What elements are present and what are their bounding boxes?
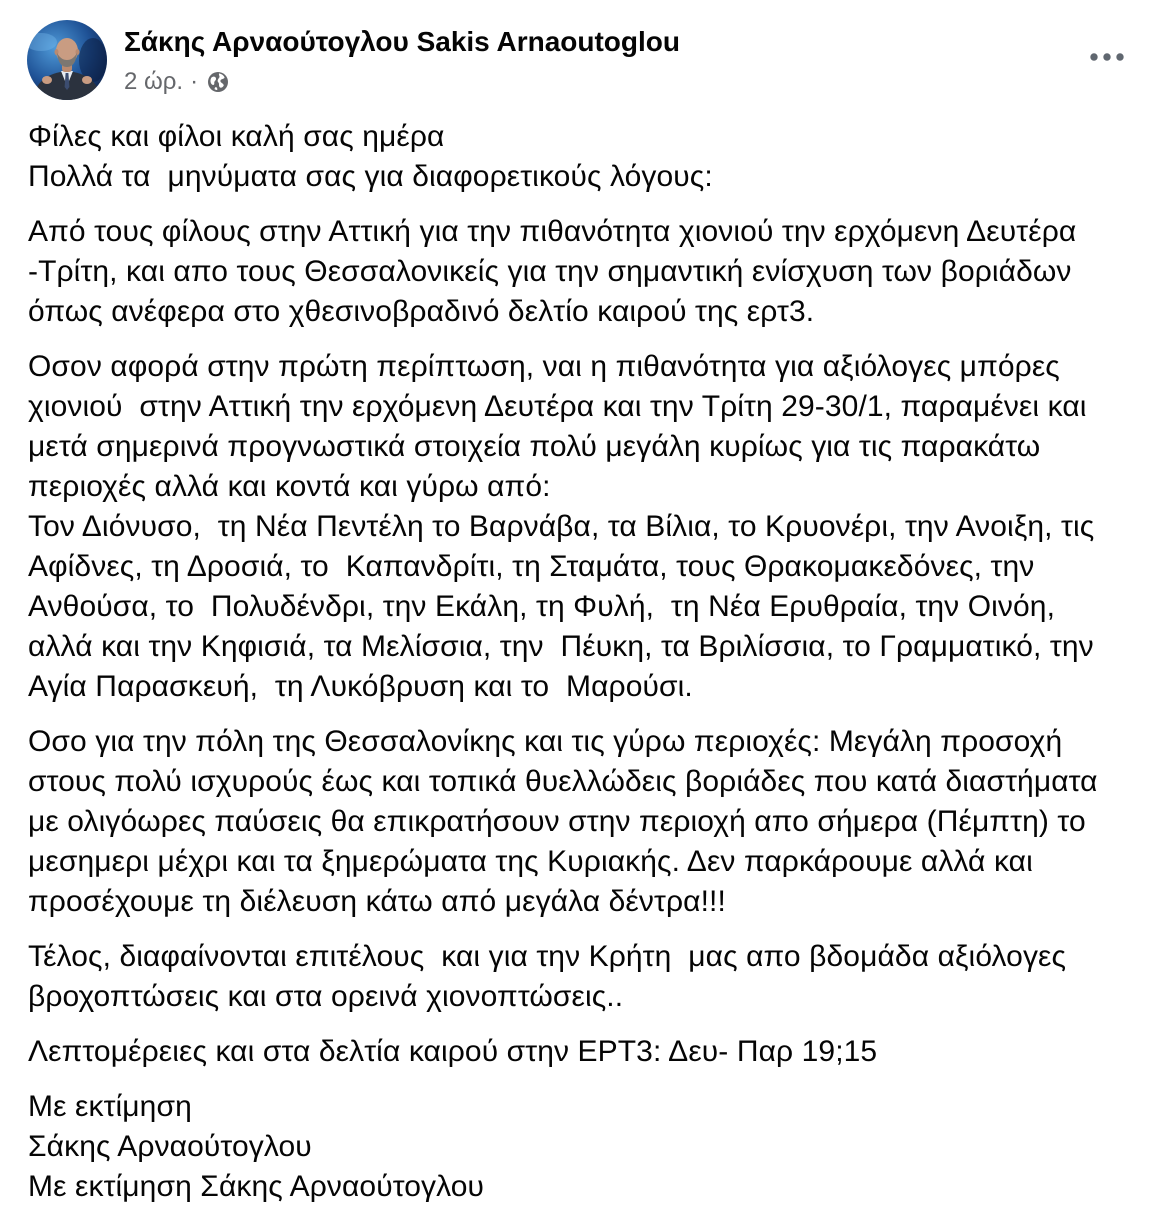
post-text-line: προσέχουμε τη διέλευση κάτω από μεγάλα δέντρα!!! — [28, 885, 726, 918]
post-paragraph-messages — [28, 212, 1098, 332]
post-text-line: Τέλος, διαφαίνονται επιτέλους και για την Κρήτη μας απο βδομάδα αξιόλογες — [28, 940, 1067, 973]
post-text-line: όπως ανέφερα στο χθεσινοβραδινό δελτίο καιρού της ερτ3. — [28, 295, 815, 328]
post-timestamp[interactable]: 2 ώρ. — [124, 68, 184, 95]
post-text-line: Οσον αφορά στην πρώτη περίπτωση, ναι η πιθανότητα για αξιόλογες μπόρες — [28, 350, 1060, 383]
post-paragraph-details — [28, 1032, 1098, 1072]
post-paragraph-signature — [28, 1087, 1098, 1207]
post-text-line: Οσο για την πόλη της Θεσσαλονίκης και τις γύρω περιοχές: Μεγάλη προσοχή — [28, 725, 1063, 758]
post-text-line: Τον Διόνυσο, τη Νέα Πεντέλη το Βαρνάβα, τα Βίλια, το Κρυονέρι, την Ανοιξη, τις — [28, 510, 1095, 543]
more-options-icon — [1086, 45, 1128, 69]
post-text-line: Πολλά τα μηνύματα σας για διαφορετικούς λόγους: — [28, 160, 713, 193]
author-name[interactable]: Σάκης Αρναούτογλου Sakis Arnaoutoglou — [124, 26, 680, 57]
post-text-line: Με εκτίμηση — [28, 1090, 192, 1123]
meta-separator: · — [190, 68, 199, 95]
post-paragraph-greeting — [28, 117, 1098, 197]
post-text-line: μεσημερι μέχρι και τα ξημερώματα της Κυριακής. Δεν παρκάρουμε αλλά και — [28, 845, 1033, 878]
post-text-line: στους πολύ ισχυρούς έως και τοπικά θυελλώδεις βοριάδες που κατά διαστήματα — [28, 765, 1098, 798]
post-paragraph-attica-snow — [28, 347, 1098, 707]
author-avatar[interactable] — [27, 20, 107, 100]
post-meta — [124, 68, 229, 96]
post-text-line: Σάκης Αρναούτογλου — [28, 1130, 312, 1163]
post-text-line: Από τους φίλους στην Αττική για την πιθανότητα χιονιού την ερχόμενη Δευτέρα — [28, 215, 1077, 248]
post-text-line: αλλά και την Κηφισιά, τα Μελίσσια, την Πέυκη, τα Βριλίσσια, το Γραμματικό, την — [28, 630, 1094, 663]
more-options-button[interactable] — [1086, 45, 1128, 69]
post-text-line: Ανθούσα, το Πολυδένδρι, την Εκάλη, τη Φυλή, τη Νέα Ερυθραία, την Οινόη, — [28, 590, 1056, 623]
post-paragraph-crete-rain — [28, 937, 1098, 1017]
post-text-line: Λεπτομέρειες και στα δελτία καιρού στην ΕΡΤ3: Δευ- Παρ 19;15 — [28, 1035, 878, 1068]
post-text — [28, 117, 1098, 1222]
post-text-line: χιονιού στην Αττική την ερχόμενη Δευτέρα και την Τρίτη 29-30/1, παραμένει και — [28, 390, 1087, 423]
post-text-line: με ολιγόωρες παύσεις θα επικρατήσουν στην περιοχή απο σήμερα (Πέμπτη) το — [28, 805, 1086, 838]
post-text-line: -Τρίτη, και απο τους Θεσσαλονικείς για την σημαντική ενίσχυση των βοριάδων — [28, 255, 1072, 288]
post-text-line: Φίλες και φίλοι καλή σας ημέρα — [28, 120, 445, 153]
globe-icon — [207, 71, 229, 93]
post-text-line: μετά σημερινά προγνωστικά στοιχεία πολύ μεγάλη κυρίως για τις παρακάτω — [28, 430, 1041, 463]
post-text-line: Με εκτίμηση Σάκης Αρναούτογλου — [28, 1170, 485, 1203]
avatar-photo — [27, 20, 107, 100]
post-text-line: περιοχές αλλά και κοντά και γύρω από: — [28, 470, 551, 503]
post-text-line: βροχοπτώσεις και στα ορεινά χιονοπτώσεις.. — [28, 980, 624, 1013]
post-text-line: Αφίδνες, τη Δροσιά, το Καπανδρίτι, τη Σταμάτα, τους Θρακομακεδόνες, την — [28, 550, 1035, 583]
post-text-line: Αγία Παρασκευή, τη Λυκόβρυση και το Μαρούσι. — [28, 670, 693, 703]
post-paragraph-thessaloniki-winds — [28, 722, 1098, 922]
